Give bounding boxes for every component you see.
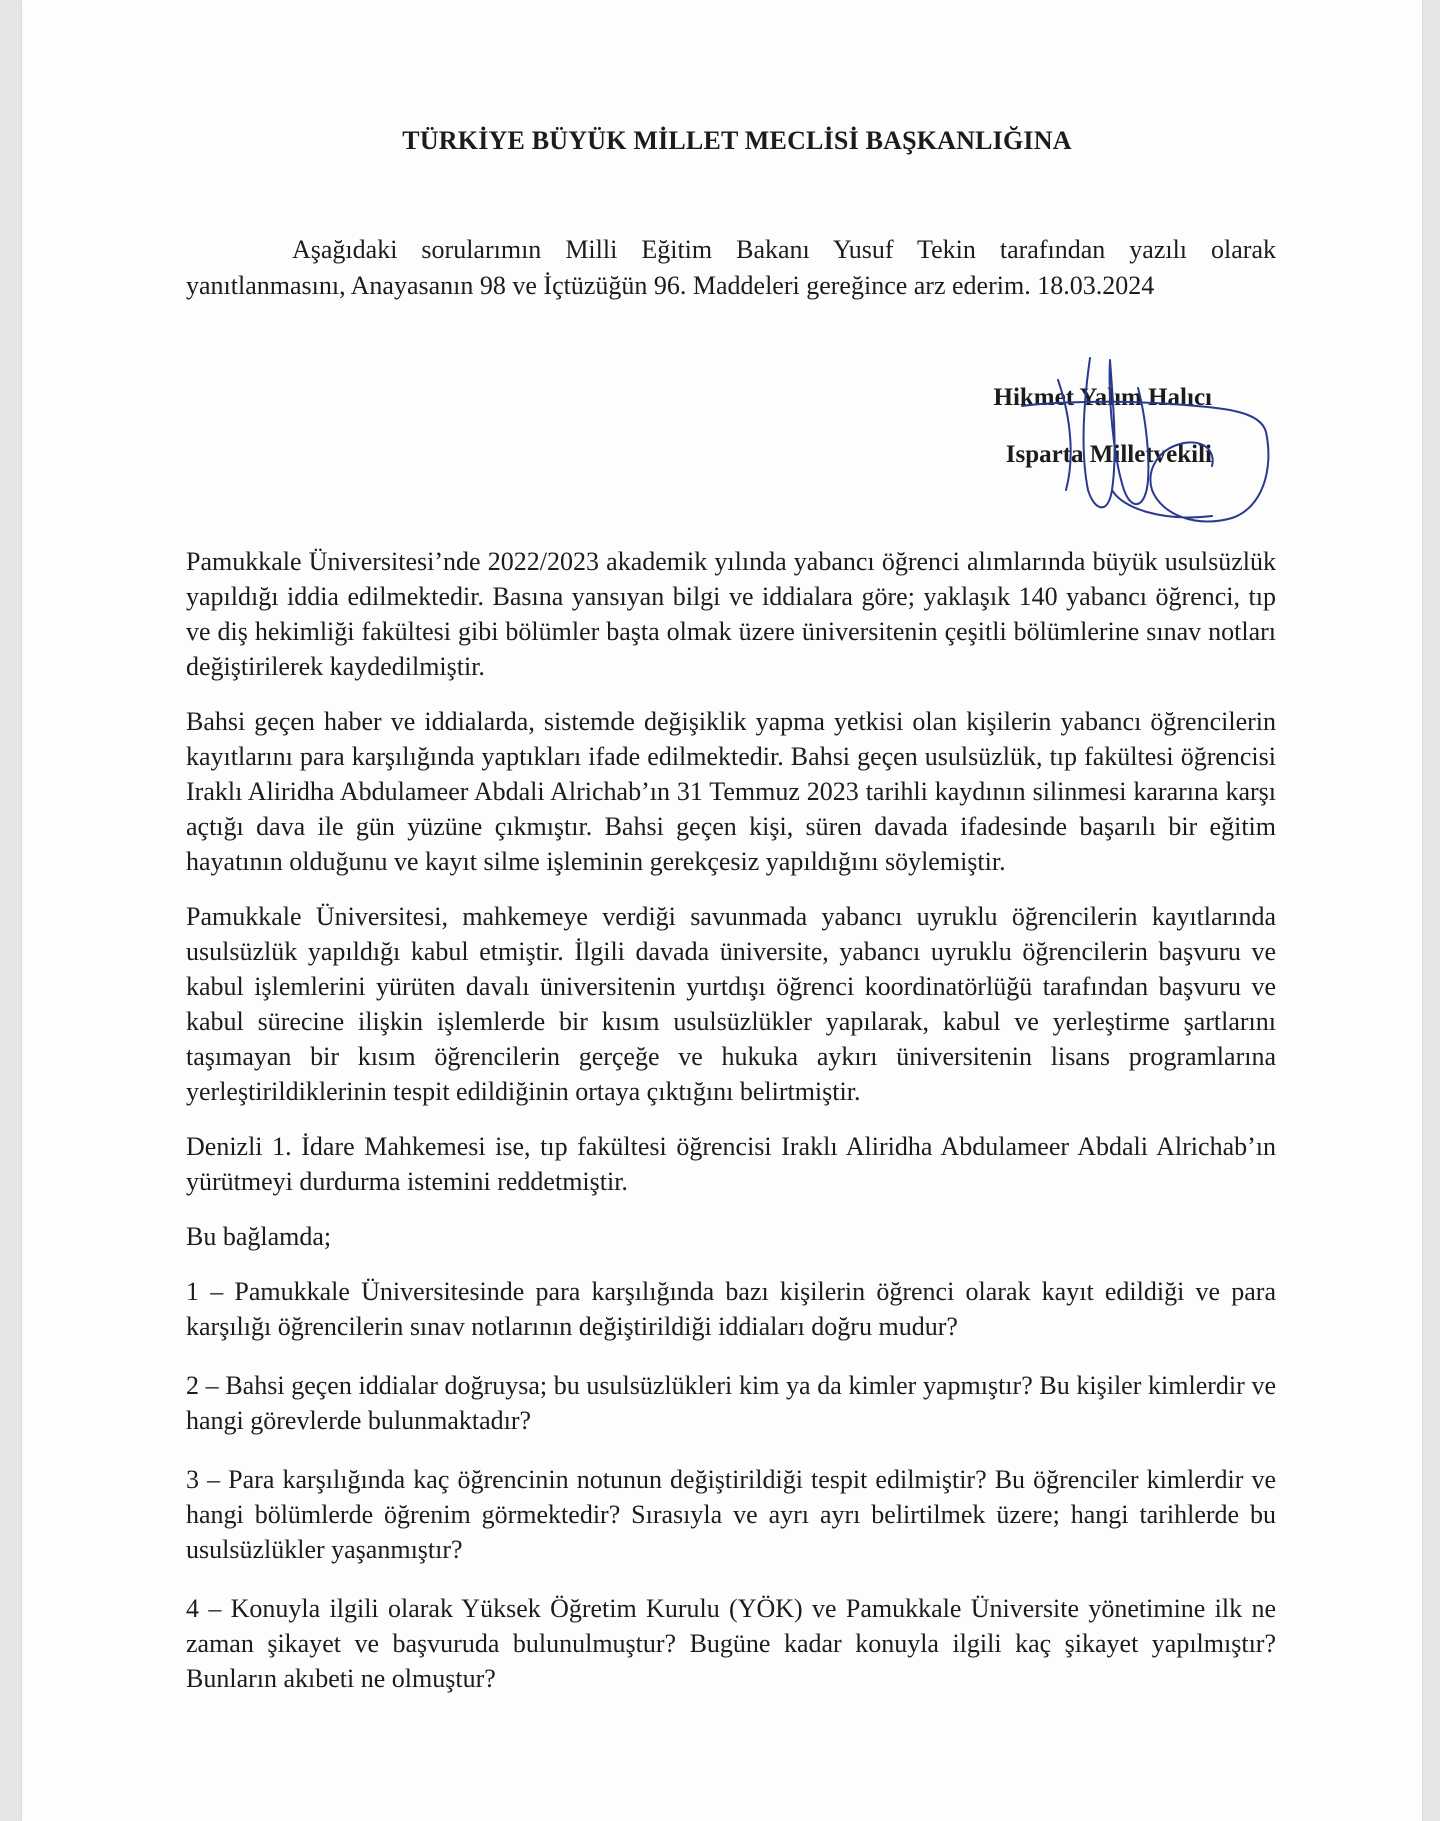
handwritten-signature [962, 340, 1282, 540]
document-body [186, 544, 1276, 1720]
body-paragraph-5: Bu bağlamda; [186, 1222, 332, 1251]
question-3: 3 – Para karşılığında kaç öğrencinin notunun değiştirildiği tespit edilmiştir? Bu öğrenciler kimlerdir ve hangi bölümlerde öğrenim görmektedir? Sırasıyla ve ayrı ayrı belirtilmek üzere; hangi tarihlerde bu usulsüzlükler yaşanmıştır? [186, 1465, 1276, 1564]
body-paragraph-3: Pamukkale Üniversitesi, mahkemeye verdiği savunmada yabancı uyruklu öğrencilerin kayıtlarında usulsüzlük yapıldığı kabul etmiştir. İlgili davada üniversite, yabancı uyruklu öğrencilerin başvuru ve kabul işlemlerini yürüten davalı üniversitenin yurtdışı öğrenci koordinatörlüğü tarafından başvuru ve kabul sürecine ilişkin işlemlerde bir kısım usulsüzlükler yapılarak, kabul ve yerleştirme şartlarını taşımayan bir kısım öğrencilerin gerçeğe ve hukuka aykırı üniversitenin lisans programlarına yerleştirildiklerinin tespit edildiğinin ortaya çıktığını belirtmiştir. [186, 902, 1276, 1106]
document-page [22, 0, 1422, 1821]
signatory-name: Hikmet Yalım Halıcı [993, 384, 1212, 411]
body-paragraph-2: Bahsi geçen haber ve iddialarda, sistemde değişiklik yapma yetkisi olan kişilerin yabancı öğrencilerin kayıtlarını para karşılığında yaptıkları ifade edilmektedir. Bahsi geçen usulsüzlük, tıp fakültesi öğrencisi Iraklı Aliridha Abdulameer Abdali Alrichab’ın 31 Temmuz 2023 tarihli kaydının silinmesi kararına karşı açtığı dava ile gün yüzüne çıkmıştır. Bahsi geçen kişi, süren davada ifadesinde başarılı bir eğitim hayatının olduğunu ve kayıt silme işleminin gerekçesiz yapıldığını söylemiştir. [186, 707, 1276, 876]
intro-line-2: yanıtlanmasını, Anayasanın 98 ve İçtüzüğün 96. Maddeleri gereğince arz ederim. 18.03.2024 [186, 271, 1155, 300]
body-paragraph-1: Pamukkale Üniversitesi’nde 2022/2023 akademik yılında yabancı öğrenci alımlarında büyük usulsüzlük yapıldığı iddia edilmektedir. Basına yansıyan bilgi ve iddialara göre; yaklaşık 140 yabancı öğrenci, tıp ve diş hekimliği fakültesi gibi bölümler başta olmak üzere üniversitenin çeşitli bölümlerine sınav notları değiştirilerek kaydedilmiştir. [186, 547, 1276, 681]
question-1: 1 – Pamukkale Üniversitesinde para karşılığında bazı kişilerin öğrenci olarak kayıt edildiği ve para karşılığı öğrencilerin sınav notlarının değiştirildiği iddiaları doğru mudur? [186, 1277, 1276, 1341]
signatory-role: Isparta Milletvekili [1005, 441, 1212, 468]
intro-paragraph [186, 232, 1276, 304]
question-2: 2 – Bahsi geçen iddialar doğruysa; bu usulsüzlükleri kim ya da kimler yapmıştır? Bu kişiler kimlerdir ve hangi görevlerde bulunmaktadır? [186, 1371, 1276, 1435]
body-paragraph-4: Denizli 1. İdare Mahkemesi ise, tıp fakültesi öğrencisi Iraklı Aliridha Abdulameer Abdali Alrichab’ın yürütmeyi durdurma istemini reddetmiştir. [186, 1132, 1276, 1196]
intro-line-1: Aşağıdaki sorularımın Milli Eğitim Bakanı Yusuf Tekin tarafından yazılı olarak [292, 235, 1276, 264]
document-title: TÜRKİYE BÜYÜK MİLLET MECLİSİ BAŞKANLIĞINA [402, 126, 1072, 155]
question-4: 4 – Konuyla ilgili olarak Yüksek Öğretim Kurulu (YÖK) ve Pamukkale Üniversite yönetimine ilk ne zaman şikayet ve başvuruda bulunulmuştur? Bugüne kadar konuyla ilgili kaç şikayet yapılmıştır? Bunların akıbeti ne olmuştur? [186, 1594, 1276, 1693]
